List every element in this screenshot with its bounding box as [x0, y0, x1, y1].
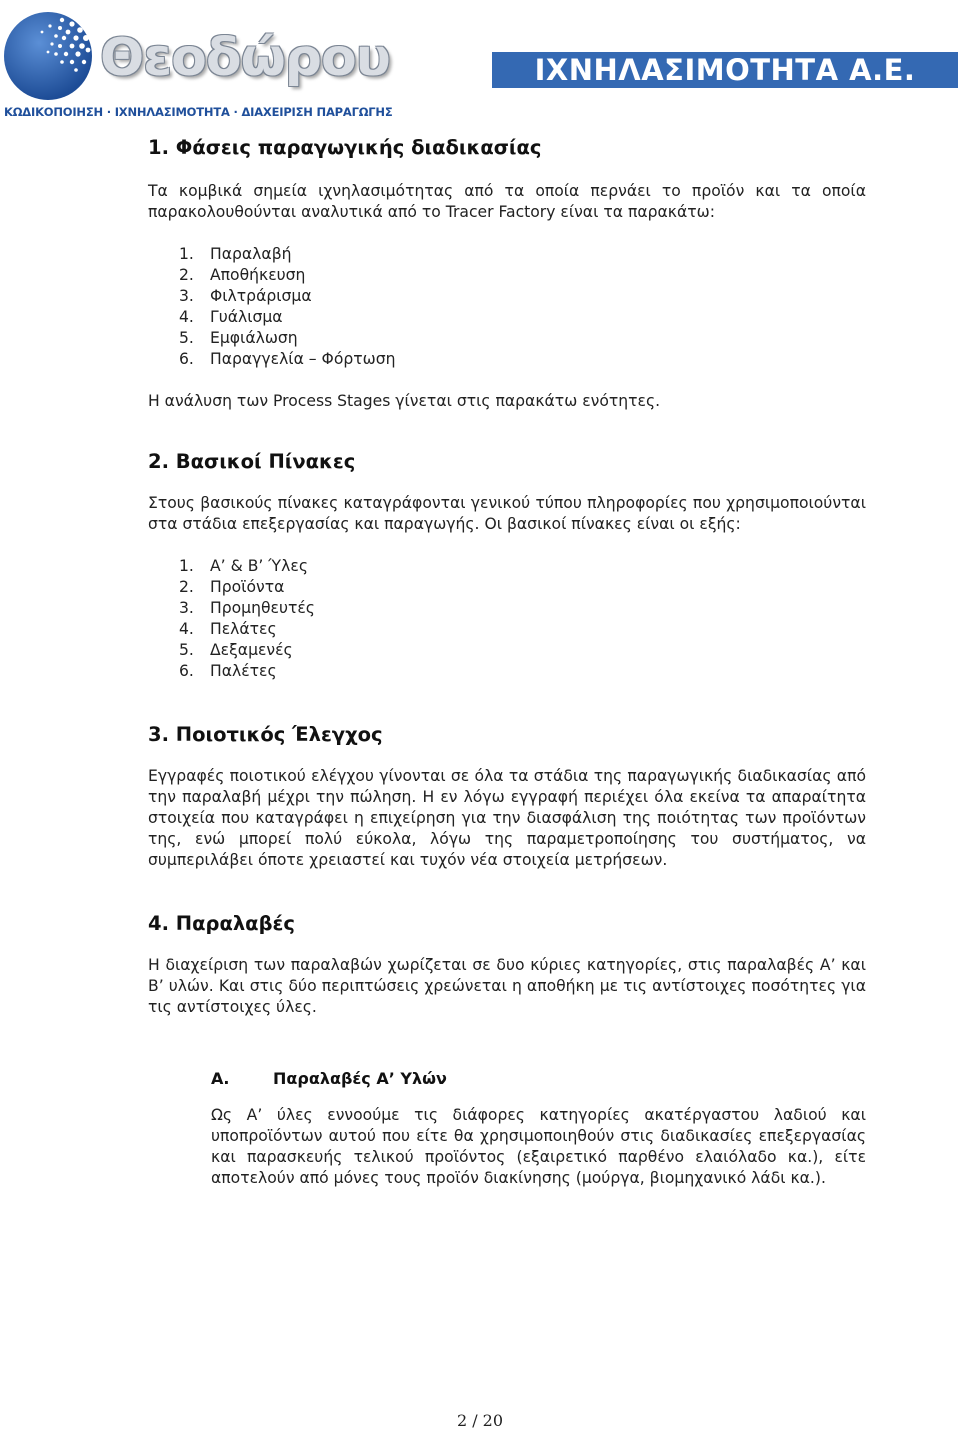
subsection-a-title: Παραλαβές Α’ Υλών: [273, 1069, 447, 1088]
section-3-heading: 3. Ποιοτικός Έλεγχος: [148, 723, 383, 746]
document-body: [148, 132, 866, 1189]
section-2-intro: Στους βασικούς πίνακες καταγράφονται γενικού τύπου πληροφορίες που χρησιμοποιούνται στα στάδια επεξεργασίας και παραγωγής. Οι βασικοί πίνακες είναι οι εξής:: [148, 494, 866, 533]
company-logo: [0, 2, 393, 122]
basic-tables-list: [148, 556, 866, 682]
subsection-a-letter: Α.: [211, 1069, 230, 1088]
page-header: [0, 0, 960, 125]
list-item: 2. Αποθήκευση: [179, 266, 306, 284]
section-4-body: Η διαχείριση των παραλαβών χωρίζεται σε δυο κύριες κατηγορίες, στις παραλαβές Α’ και Β’ υλών. Και στις δύο περιπτώσεις χρεώνεται η αποθήκη με τις αντίστοιχες ποσότητες για τις αντίστοιχες ύλες.: [148, 956, 866, 1016]
section-2-heading: 2. Βασικοί Πίνακες: [148, 450, 356, 473]
subsection-a: [211, 1068, 866, 1189]
production-stages-list: [148, 244, 866, 370]
company-banner: ΙΧΝΗΛΑΣΙΜΟΤΗΤΑ Α.Ε.: [492, 52, 958, 88]
list-item: 3. Φιλτράρισμα: [179, 287, 312, 305]
logo-tagline: ΚΩΔΙΚΟΠΟΙΗΣΗ · ΙΧΝΗΛΑΣΙΜΟΤΗΤΑ · ΔΙΑΧΕΙΡΙΣΗ ΠΑΡΑΓΩΓΗΣ: [4, 105, 393, 119]
page-number: 2 / 20: [456, 1411, 504, 1430]
list-item: 5. Δεξαμενές: [179, 641, 293, 659]
globe-icon: [2, 6, 98, 102]
list-item: 3. Προμηθευτές: [179, 599, 315, 617]
list-item: 6. Παραγγελία – Φόρτωση: [179, 350, 396, 368]
section-1-intro: Τα κομβικά σημεία ιχνηλασιμότητας από τα οποία περνάει το προϊόν και τα οποία παρακολουθούνται αναλυτικά από το Tracer Factory είναι τα παρακάτω:: [148, 182, 866, 221]
section-4-heading: 4. Παραλαβές: [148, 912, 295, 935]
section-1-heading: 1. Φάσεις παραγωγικής διαδικασίας: [148, 136, 542, 159]
list-item: 2. Προϊόντα: [179, 578, 285, 596]
list-item: 6. Παλέτες: [179, 662, 277, 680]
list-item: 1. Α’ & Β’ Ύλες: [179, 557, 308, 575]
section-3-body: Εγγραφές ποιοτικού ελέγχου γίνονται σε όλα τα στάδια της παραγωγικής διαδικασίας από την παραλαβή μέχρι την πώληση. Η εν λόγω εγγραφή περιέχει όλα εκείνα τα απαραίτητα στοιχεία που καταγράφει η επιχείρηση για την διασφάλιση της ποιότητας των προϊόντων της, ενώ μπορεί πολύ εύκολα, λόγω της παραμετροποίησης του συστήματος, να συμπεριλάβει όποτε χρειαστεί και τυχόν νέα στοιχεία μετρήσεων.: [148, 767, 866, 869]
subsection-a-body: Ως Α’ ύλες εννοούμε τις διάφορες κατηγορίες ακατέργαστου λαδιού και υποπροϊόντων αυτού που είτε θα χρησιμοποιηθούν στις διαδικασίες επεξεργασίας και παρασκευής τελικού προϊόντος (εξαιρετικό παρθένο ελαιόλαδο κα.), είτε αποτελούν από μόνες τους προϊόν διακίνησης (μούργα, βιομηχανικό λάδι κα.).: [211, 1106, 866, 1187]
subsection-a-heading: [211, 1068, 866, 1090]
list-item: 5. Εμφιάλωση: [179, 329, 298, 347]
logo-name: Θεοδώρου: [100, 28, 390, 88]
list-item: 4. Πελάτες: [179, 620, 277, 638]
list-item: 4. Γυάλισμα: [179, 308, 283, 326]
section-1-outro: Η ανάλυση των Process Stages γίνεται στις παρακάτω ενότητες.: [148, 392, 661, 410]
list-item: 1. Παραλαβή: [179, 245, 292, 263]
